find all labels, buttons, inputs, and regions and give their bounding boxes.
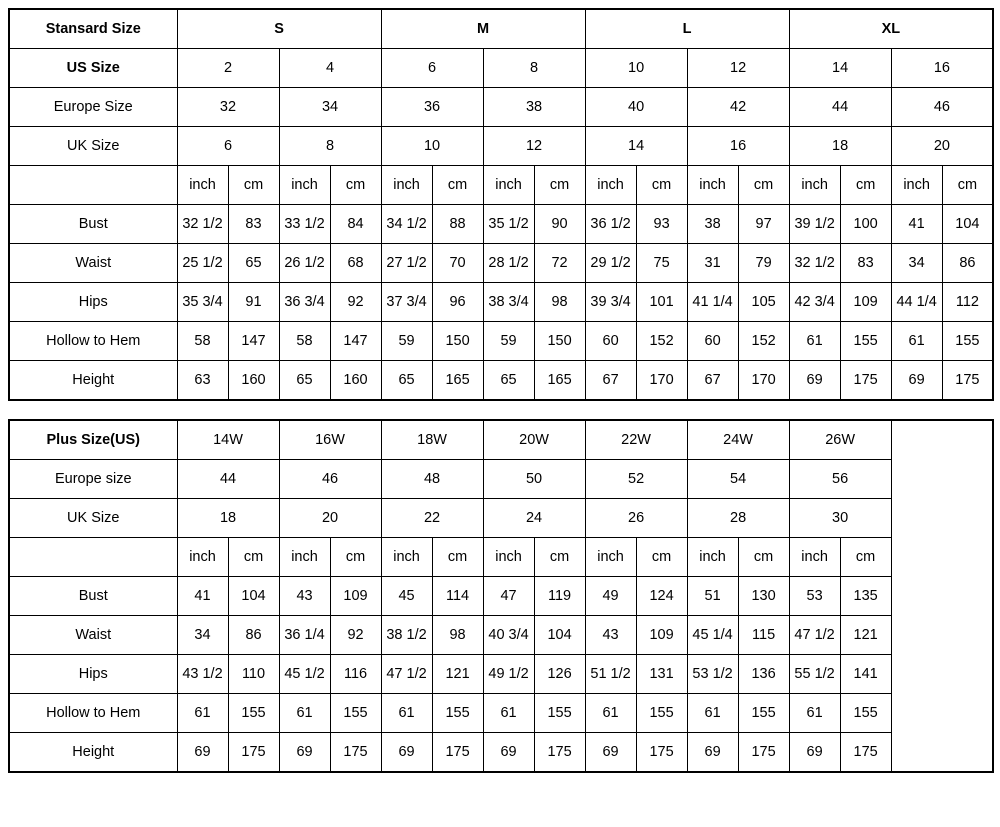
plus-cell-uk-1: 18 — [177, 499, 279, 538]
cell-hollow-5: 59 — [381, 322, 432, 361]
plus-row-label-waist: Waist — [9, 616, 177, 655]
cell-height-9: 67 — [585, 361, 636, 401]
cell-us-size-6: 12 — [687, 49, 789, 88]
plus-chart-blank-area — [891, 420, 993, 772]
cell-hips-2: 91 — [228, 283, 279, 322]
cell-waist-16: 86 — [942, 244, 993, 283]
plus-cell-bust-4: 109 — [330, 577, 381, 616]
standard-header-label: Stansard Size — [9, 9, 177, 49]
cell-waist-4: 68 — [330, 244, 381, 283]
plus-cell-height-11: 69 — [687, 733, 738, 773]
plus-cell-europe-1: 44 — [177, 460, 279, 499]
cell-hollow-1: 58 — [177, 322, 228, 361]
cell-height-12: 170 — [738, 361, 789, 401]
size-group-xl: XL — [789, 9, 993, 49]
plus-unit-cell-12: cm — [738, 538, 789, 577]
cell-us-size-5: 10 — [585, 49, 687, 88]
cell-us-size-3: 6 — [381, 49, 483, 88]
table-row-plus-hips — [9, 655, 993, 694]
plus-cell-bust-1: 41 — [177, 577, 228, 616]
unit-cell-6: cm — [432, 166, 483, 205]
table-row-plus-hollow-to-hem — [9, 694, 993, 733]
cell-uk-size-1: 6 — [177, 127, 279, 166]
unit-cell-10: cm — [636, 166, 687, 205]
cell-hollow-2: 147 — [228, 322, 279, 361]
plus-cell-hollow-3: 61 — [279, 694, 330, 733]
cell-hollow-7: 59 — [483, 322, 534, 361]
cell-hips-8: 98 — [534, 283, 585, 322]
plus-cell-hips-14: 141 — [840, 655, 891, 694]
cell-hips-4: 92 — [330, 283, 381, 322]
unit-cell-3: inch — [279, 166, 330, 205]
table-row-europe-size — [9, 88, 993, 127]
cell-hips-7: 38 3/4 — [483, 283, 534, 322]
cell-height-4: 160 — [330, 361, 381, 401]
plus-cell-hips-1: 43 1/2 — [177, 655, 228, 694]
cell-us-size-8: 16 — [891, 49, 993, 88]
plus-cell-height-6: 175 — [432, 733, 483, 773]
cell-hips-15: 44 1/4 — [891, 283, 942, 322]
plus-cell-waist-5: 38 1/2 — [381, 616, 432, 655]
unit-cell-8: cm — [534, 166, 585, 205]
table-row-size-groups — [9, 9, 993, 49]
unit-cell-1: inch — [177, 166, 228, 205]
unit-cell-9: inch — [585, 166, 636, 205]
size-group-m: M — [381, 9, 585, 49]
cell-hollow-12: 152 — [738, 322, 789, 361]
unit-cell-12: cm — [738, 166, 789, 205]
cell-waist-1: 25 1/2 — [177, 244, 228, 283]
size-group-l: L — [585, 9, 789, 49]
cell-bust-12: 97 — [738, 205, 789, 244]
plus-cell-height-12: 175 — [738, 733, 789, 773]
table-row-plus-units — [9, 538, 993, 577]
plus-cell-waist-12: 115 — [738, 616, 789, 655]
plus-unit-row-label — [9, 538, 177, 577]
cell-waist-13: 32 1/2 — [789, 244, 840, 283]
plus-size-group-20w: 20W — [483, 420, 585, 460]
cell-hips-6: 96 — [432, 283, 483, 322]
cell-waist-2: 65 — [228, 244, 279, 283]
cell-hollow-3: 58 — [279, 322, 330, 361]
plus-cell-waist-7: 40 3/4 — [483, 616, 534, 655]
unit-row-label — [9, 166, 177, 205]
plus-cell-europe-4: 50 — [483, 460, 585, 499]
plus-cell-hollow-8: 155 — [534, 694, 585, 733]
plus-cell-bust-9: 49 — [585, 577, 636, 616]
plus-cell-waist-9: 43 — [585, 616, 636, 655]
row-label-us-size: US Size — [9, 49, 177, 88]
cell-waist-12: 79 — [738, 244, 789, 283]
standard-size-chart — [8, 8, 994, 401]
plus-cell-waist-3: 36 1/4 — [279, 616, 330, 655]
plus-cell-hips-8: 126 — [534, 655, 585, 694]
plus-cell-height-10: 175 — [636, 733, 687, 773]
table-row-plus-uk-size — [9, 499, 993, 538]
plus-cell-height-1: 69 — [177, 733, 228, 773]
plus-row-label-uk-size: UK Size — [9, 499, 177, 538]
plus-cell-hips-13: 55 1/2 — [789, 655, 840, 694]
unit-cell-2: cm — [228, 166, 279, 205]
cell-hips-12: 105 — [738, 283, 789, 322]
plus-cell-height-4: 175 — [330, 733, 381, 773]
plus-cell-uk-2: 20 — [279, 499, 381, 538]
plus-cell-hips-10: 131 — [636, 655, 687, 694]
table-row-height — [9, 361, 993, 401]
plus-cell-bust-6: 114 — [432, 577, 483, 616]
plus-cell-waist-8: 104 — [534, 616, 585, 655]
cell-hips-3: 36 3/4 — [279, 283, 330, 322]
plus-unit-cell-2: cm — [228, 538, 279, 577]
plus-cell-hollow-6: 155 — [432, 694, 483, 733]
table-row-plus-waist — [9, 616, 993, 655]
plus-cell-waist-14: 121 — [840, 616, 891, 655]
cell-waist-9: 29 1/2 — [585, 244, 636, 283]
cell-hollow-13: 61 — [789, 322, 840, 361]
cell-waist-10: 75 — [636, 244, 687, 283]
plus-cell-hollow-11: 61 — [687, 694, 738, 733]
unit-cell-16: cm — [942, 166, 993, 205]
plus-cell-uk-4: 24 — [483, 499, 585, 538]
row-label-hollow-to-hem: Hollow to Hem — [9, 322, 177, 361]
plus-cell-waist-2: 86 — [228, 616, 279, 655]
cell-uk-size-5: 14 — [585, 127, 687, 166]
plus-row-label-height: Height — [9, 733, 177, 773]
cell-uk-size-4: 12 — [483, 127, 585, 166]
cell-height-3: 65 — [279, 361, 330, 401]
plus-cell-height-7: 69 — [483, 733, 534, 773]
plus-unit-cell-6: cm — [432, 538, 483, 577]
plus-size-chart — [8, 419, 994, 773]
table-row-plus-size-groups — [9, 420, 993, 460]
plus-cell-bust-7: 47 — [483, 577, 534, 616]
plus-cell-hollow-7: 61 — [483, 694, 534, 733]
plus-cell-hollow-2: 155 — [228, 694, 279, 733]
table-row-waist — [9, 244, 993, 283]
plus-cell-hollow-4: 155 — [330, 694, 381, 733]
plus-cell-bust-2: 104 — [228, 577, 279, 616]
table-row-us-size — [9, 49, 993, 88]
size-group-s: S — [177, 9, 381, 49]
plus-cell-europe-7: 56 — [789, 460, 891, 499]
plus-cell-hollow-5: 61 — [381, 694, 432, 733]
cell-hips-10: 101 — [636, 283, 687, 322]
cell-europe-size-7: 44 — [789, 88, 891, 127]
cell-waist-3: 26 1/2 — [279, 244, 330, 283]
plus-size-group-24w: 24W — [687, 420, 789, 460]
cell-bust-15: 41 — [891, 205, 942, 244]
cell-bust-3: 33 1/2 — [279, 205, 330, 244]
plus-unit-cell-13: inch — [789, 538, 840, 577]
cell-europe-size-3: 36 — [381, 88, 483, 127]
cell-bust-4: 84 — [330, 205, 381, 244]
plus-size-group-26w: 26W — [789, 420, 891, 460]
table-row-hollow-to-hem — [9, 322, 993, 361]
cell-us-size-7: 14 — [789, 49, 891, 88]
plus-cell-uk-5: 26 — [585, 499, 687, 538]
cell-us-size-1: 2 — [177, 49, 279, 88]
plus-cell-height-13: 69 — [789, 733, 840, 773]
plus-cell-hips-5: 47 1/2 — [381, 655, 432, 694]
plus-cell-bust-8: 119 — [534, 577, 585, 616]
cell-hollow-8: 150 — [534, 322, 585, 361]
cell-height-15: 69 — [891, 361, 942, 401]
table-row-bust — [9, 205, 993, 244]
row-label-europe-size: Europe Size — [9, 88, 177, 127]
plus-cell-hips-3: 45 1/2 — [279, 655, 330, 694]
unit-cell-14: cm — [840, 166, 891, 205]
table-row-hips — [9, 283, 993, 322]
cell-europe-size-1: 32 — [177, 88, 279, 127]
cell-height-5: 65 — [381, 361, 432, 401]
cell-waist-8: 72 — [534, 244, 585, 283]
cell-europe-size-2: 34 — [279, 88, 381, 127]
cell-height-1: 63 — [177, 361, 228, 401]
cell-hips-13: 42 3/4 — [789, 283, 840, 322]
plus-cell-waist-1: 34 — [177, 616, 228, 655]
plus-unit-cell-7: inch — [483, 538, 534, 577]
plus-cell-bust-12: 130 — [738, 577, 789, 616]
cell-height-8: 165 — [534, 361, 585, 401]
cell-bust-13: 39 1/2 — [789, 205, 840, 244]
unit-cell-13: inch — [789, 166, 840, 205]
plus-size-group-16w: 16W — [279, 420, 381, 460]
plus-cell-bust-13: 53 — [789, 577, 840, 616]
cell-bust-5: 34 1/2 — [381, 205, 432, 244]
table-row-plus-height — [9, 733, 993, 773]
plus-cell-bust-3: 43 — [279, 577, 330, 616]
plus-unit-cell-10: cm — [636, 538, 687, 577]
cell-waist-6: 70 — [432, 244, 483, 283]
plus-cell-hips-11: 53 1/2 — [687, 655, 738, 694]
unit-cell-15: inch — [891, 166, 942, 205]
cell-us-size-4: 8 — [483, 49, 585, 88]
cell-bust-8: 90 — [534, 205, 585, 244]
plus-row-label-hips: Hips — [9, 655, 177, 694]
cell-hollow-14: 155 — [840, 322, 891, 361]
table-row-plus-europe-size — [9, 460, 993, 499]
cell-waist-7: 28 1/2 — [483, 244, 534, 283]
cell-uk-size-7: 18 — [789, 127, 891, 166]
plus-unit-cell-4: cm — [330, 538, 381, 577]
plus-cell-hips-12: 136 — [738, 655, 789, 694]
cell-hips-11: 41 1/4 — [687, 283, 738, 322]
cell-hollow-16: 155 — [942, 322, 993, 361]
cell-hips-1: 35 3/4 — [177, 283, 228, 322]
cell-hips-14: 109 — [840, 283, 891, 322]
cell-waist-14: 83 — [840, 244, 891, 283]
cell-hips-9: 39 3/4 — [585, 283, 636, 322]
cell-height-14: 175 — [840, 361, 891, 401]
plus-cell-uk-3: 22 — [381, 499, 483, 538]
unit-cell-4: cm — [330, 166, 381, 205]
cell-height-11: 67 — [687, 361, 738, 401]
table-row-units — [9, 166, 993, 205]
plus-row-label-hollow-to-hem: Hollow to Hem — [9, 694, 177, 733]
plus-cell-uk-7: 30 — [789, 499, 891, 538]
cell-bust-2: 83 — [228, 205, 279, 244]
plus-unit-cell-1: inch — [177, 538, 228, 577]
plus-cell-europe-2: 46 — [279, 460, 381, 499]
plus-cell-hips-4: 116 — [330, 655, 381, 694]
plus-cell-height-3: 69 — [279, 733, 330, 773]
plus-cell-height-5: 69 — [381, 733, 432, 773]
plus-cell-height-9: 69 — [585, 733, 636, 773]
plus-cell-height-8: 175 — [534, 733, 585, 773]
plus-cell-waist-4: 92 — [330, 616, 381, 655]
plus-unit-cell-11: inch — [687, 538, 738, 577]
row-label-hips: Hips — [9, 283, 177, 322]
unit-cell-11: inch — [687, 166, 738, 205]
plus-cell-waist-13: 47 1/2 — [789, 616, 840, 655]
cell-hollow-11: 60 — [687, 322, 738, 361]
cell-waist-15: 34 — [891, 244, 942, 283]
cell-hollow-10: 152 — [636, 322, 687, 361]
plus-cell-hips-9: 51 1/2 — [585, 655, 636, 694]
plus-size-group-18w: 18W — [381, 420, 483, 460]
cell-bust-9: 36 1/2 — [585, 205, 636, 244]
plus-header-label: Plus Size(US) — [9, 420, 177, 460]
plus-cell-hips-2: 110 — [228, 655, 279, 694]
cell-height-10: 170 — [636, 361, 687, 401]
cell-bust-16: 104 — [942, 205, 993, 244]
row-label-waist: Waist — [9, 244, 177, 283]
plus-cell-hollow-10: 155 — [636, 694, 687, 733]
cell-bust-7: 35 1/2 — [483, 205, 534, 244]
cell-height-7: 65 — [483, 361, 534, 401]
cell-us-size-2: 4 — [279, 49, 381, 88]
cell-europe-size-4: 38 — [483, 88, 585, 127]
cell-hips-5: 37 3/4 — [381, 283, 432, 322]
cell-uk-size-3: 10 — [381, 127, 483, 166]
plus-row-label-bust: Bust — [9, 577, 177, 616]
plus-cell-europe-3: 48 — [381, 460, 483, 499]
plus-cell-waist-11: 45 1/4 — [687, 616, 738, 655]
plus-row-label-europe-size: Europe size — [9, 460, 177, 499]
cell-europe-size-5: 40 — [585, 88, 687, 127]
plus-cell-height-2: 175 — [228, 733, 279, 773]
plus-unit-cell-8: cm — [534, 538, 585, 577]
cell-height-13: 69 — [789, 361, 840, 401]
cell-bust-11: 38 — [687, 205, 738, 244]
cell-bust-14: 100 — [840, 205, 891, 244]
table-row-uk-size — [9, 127, 993, 166]
plus-cell-hollow-12: 155 — [738, 694, 789, 733]
cell-height-2: 160 — [228, 361, 279, 401]
cell-waist-11: 31 — [687, 244, 738, 283]
plus-cell-bust-10: 124 — [636, 577, 687, 616]
plus-cell-hollow-9: 61 — [585, 694, 636, 733]
cell-uk-size-8: 20 — [891, 127, 993, 166]
unit-cell-5: inch — [381, 166, 432, 205]
cell-bust-10: 93 — [636, 205, 687, 244]
row-label-uk-size: UK Size — [9, 127, 177, 166]
cell-hollow-6: 150 — [432, 322, 483, 361]
plus-cell-hips-7: 49 1/2 — [483, 655, 534, 694]
row-label-height: Height — [9, 361, 177, 401]
cell-hollow-4: 147 — [330, 322, 381, 361]
plus-cell-hollow-14: 155 — [840, 694, 891, 733]
plus-cell-hips-6: 121 — [432, 655, 483, 694]
cell-europe-size-6: 42 — [687, 88, 789, 127]
plus-size-chart-wrap — [8, 419, 992, 773]
plus-cell-height-14: 175 — [840, 733, 891, 773]
plus-size-group-14w: 14W — [177, 420, 279, 460]
cell-waist-5: 27 1/2 — [381, 244, 432, 283]
plus-cell-europe-6: 54 — [687, 460, 789, 499]
plus-unit-cell-14: cm — [840, 538, 891, 577]
plus-cell-uk-6: 28 — [687, 499, 789, 538]
unit-cell-7: inch — [483, 166, 534, 205]
plus-cell-europe-5: 52 — [585, 460, 687, 499]
plus-cell-bust-14: 135 — [840, 577, 891, 616]
cell-bust-1: 32 1/2 — [177, 205, 228, 244]
plus-cell-bust-11: 51 — [687, 577, 738, 616]
plus-unit-cell-9: inch — [585, 538, 636, 577]
row-label-bust: Bust — [9, 205, 177, 244]
plus-cell-hollow-1: 61 — [177, 694, 228, 733]
table-row-plus-bust — [9, 577, 993, 616]
cell-europe-size-8: 46 — [891, 88, 993, 127]
plus-cell-bust-5: 45 — [381, 577, 432, 616]
cell-height-6: 165 — [432, 361, 483, 401]
cell-bust-6: 88 — [432, 205, 483, 244]
cell-height-16: 175 — [942, 361, 993, 401]
plus-unit-cell-3: inch — [279, 538, 330, 577]
plus-cell-waist-10: 109 — [636, 616, 687, 655]
cell-uk-size-2: 8 — [279, 127, 381, 166]
cell-uk-size-6: 16 — [687, 127, 789, 166]
plus-cell-hollow-13: 61 — [789, 694, 840, 733]
cell-hollow-15: 61 — [891, 322, 942, 361]
plus-cell-waist-6: 98 — [432, 616, 483, 655]
cell-hips-16: 112 — [942, 283, 993, 322]
cell-hollow-9: 60 — [585, 322, 636, 361]
plus-unit-cell-5: inch — [381, 538, 432, 577]
plus-size-group-22w: 22W — [585, 420, 687, 460]
